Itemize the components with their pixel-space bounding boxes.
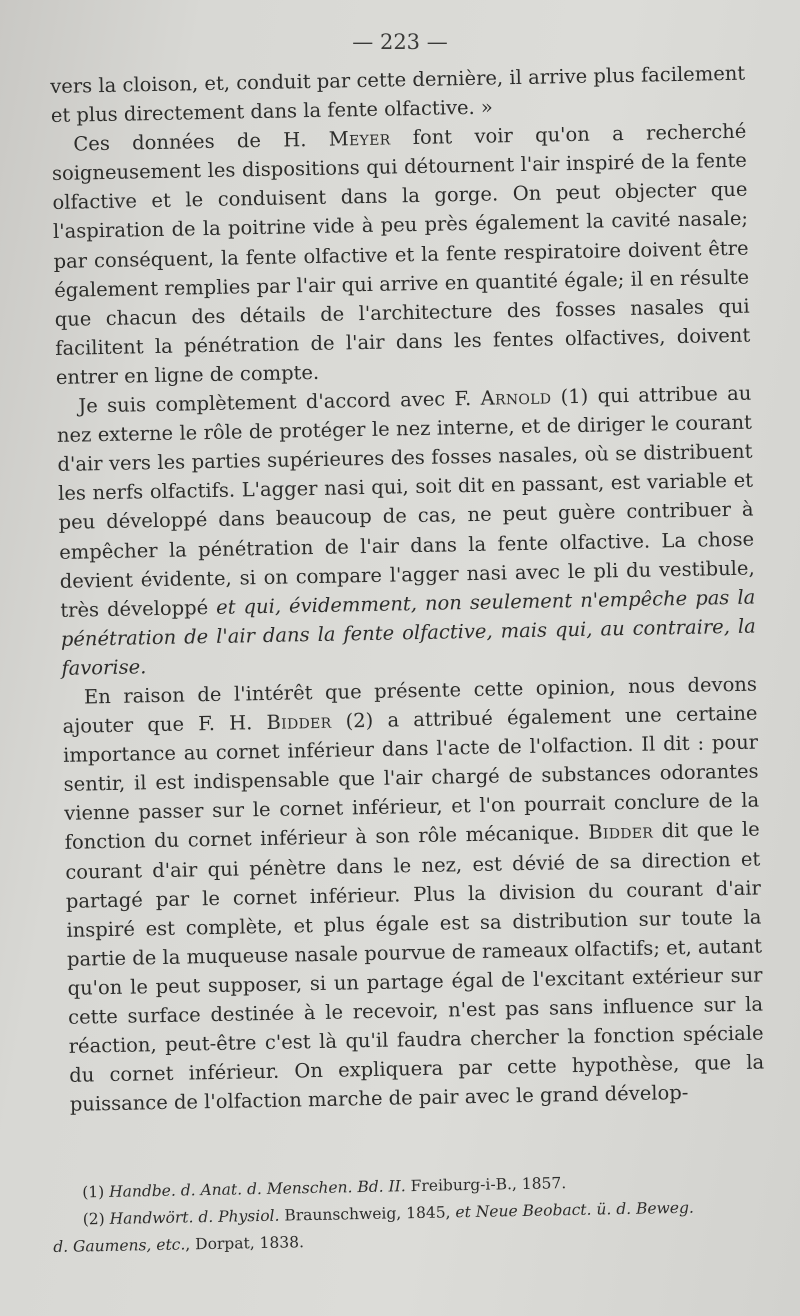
text-run: Je suis complètement d'accord avec F. [78,386,481,418]
italic-text: Handbe. d. Anat. d. Menschen. Bd. II. [108,1177,406,1201]
body-text [50,59,765,1120]
author-name: Meyer [328,126,391,151]
text-run: En raison de l'intérêt que présente cette opinion, nous devons ajouter que F. H. [62,672,758,738]
paragraph [51,117,751,392]
text-run: Braunschweig, 1845, [279,1203,456,1225]
footnotes [52,1167,753,1261]
text-run: (2) [82,1209,110,1229]
page-number: — 223 — [352,30,448,54]
paragraph [56,379,756,683]
paragraph [62,670,765,1120]
italic-text: et qui, évidemment, non seulement n'empêche pas la pénétration de l'air dans la fente olfactive, mais qui, au contraire, la favorise. [60,585,756,680]
text-run: , Dorpat, 1838. [185,1233,305,1254]
italic-text: Handwört. d. Physiol. [109,1206,280,1228]
text-run: Freiburg-i-B., 1857. [405,1174,567,1196]
text-run: Ces données de H. [73,127,330,156]
text-run: font voir qu'on a recherché soigneusement les dispositions qui détournent l'air inspiré de la fente olfactive et le conduisent dans la gorge. On peut objecter que l'aspiration de la poitrine vide à peu près également la cavité nasale; par conséquent, la fente olfactive et la fente respiratoire doivent être également remplies par l'air qui arrive en quantité égale; il en résulte que chacun des détails de l'architecture des fosses nasales qui facilitent la pénétration de l'air dans les fentes olfactives, doivent entrer en ligne de compte. [51,119,751,389]
author-name: Arnold [480,385,552,410]
text-run: (1) [82,1182,110,1202]
text-run: dit que le courant d'air qui pénètre dans le nez, est dévié de sa direction et partagé par le cornet inférieur. Plus la division du courant d'air inspiré est complète, et plus égale est sa distribution sur toute la partie de la muqueuse nasale pourvue de rameaux olfactifs; et, autant qu'on le peut supposer, si un partage égal de l'excitant extérieur sur cette surface destinée à le recevoir, n'est pas sans influence sur la réaction, peut-être c'est là qu'il faudra chercher la fonction spéciale du cornet inférieur. On expliquera par cette hypothèse, que la puissance de l'olfaction marche de pair avec le grand dévelop- [65,817,765,1117]
author-name: Bidder [588,820,654,845]
italic-text: d. Gaumens, etc. [53,1235,186,1256]
text-run: vers la cloison, et, conduit par cette dernière, il arrive plus facilement et plus directement dans la fente olfactive. » [50,61,746,128]
author-name: Bidder [266,709,332,735]
text-run: (2) a attribué également une certaine importance au cornet inférieur dans l'acte de l'olfaction. Il dit : pour sentir, il est indispensable que l'air chargé de substances odorantes vienne passer sur le cornet inférieur, et l'on pourrait conclure de la fonction du cornet inférieur à son rôle mécanique. [62,701,760,855]
italic-text: et Neue Beobact. ü. d. Beweg. [455,1198,695,1222]
text-run: (1) qui attribue au nez externe le rôle de protéger le nez interne, et de diriger le courant d'air vers les parties supérieures des fosses nasales, où se distribuent les nerfs olfactifs. L'agger nasi qui, soit dit en passant, est variable et peu développé dans beaucoup de cas, ne peut guère contribuer à empêcher la pénétration de l'air dans la fente olfactive. La chose devient évidente, si on compare l'agger nasi avec le pli du vestibule, très développé [56,381,755,622]
